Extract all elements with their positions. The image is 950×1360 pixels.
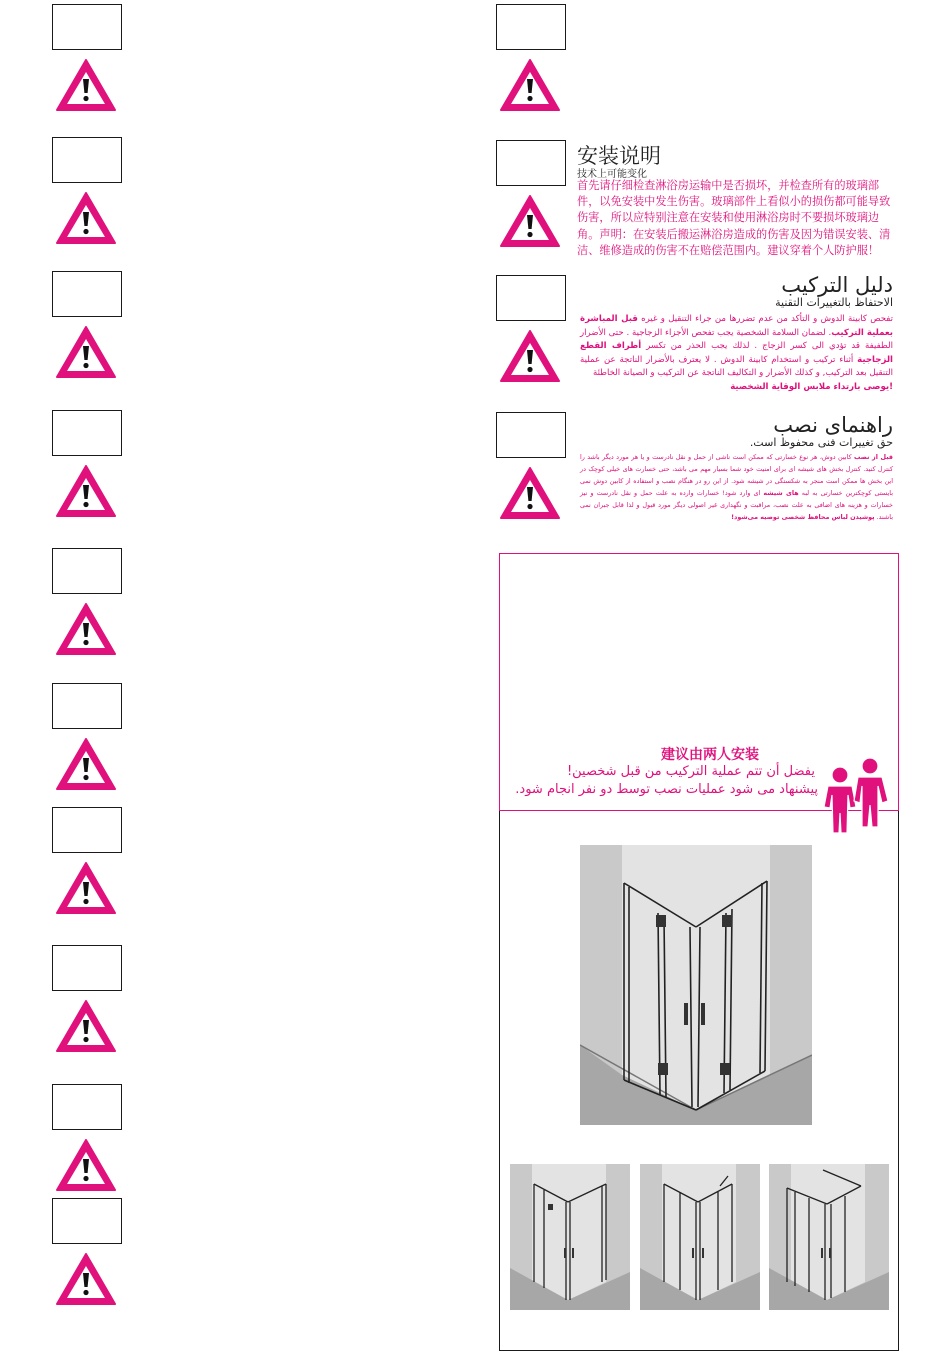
ar-subtitle: الاحتفاظ بالتغييرات التقنية [775,296,893,309]
right-language-box-4 [496,412,566,458]
left-language-box-5 [52,548,122,594]
left-language-box-2 [52,137,122,183]
two-person-zh: 建议由两人安装 [661,747,759,763]
shower-variant-thumbnail-1 [510,1164,630,1310]
left-language-box-7 [52,807,122,853]
warning-triangle-icon [54,1251,118,1307]
warning-triangle-icon [54,463,118,519]
fa-subtitle: حق تغییرات فنی محفوظ است. [749,436,893,449]
left-language-box-4 [52,410,122,456]
warning-triangle-icon [498,328,562,384]
warning-triangle-icon [54,324,118,380]
two-person-ar: يفضل أن تتم عملية التركيب من قبل شخصين! [566,764,815,779]
left-language-box-9 [52,1084,122,1130]
fa-body-a: قبل از نصب [853,453,893,461]
left-language-box-10 [52,1198,122,1244]
left-language-box-6 [52,683,122,729]
shower-variant-thumbnail-3 [769,1164,889,1310]
right-language-box-1 [496,4,566,50]
warning-triangle-icon [498,465,562,521]
right-language-box-3 [496,275,566,321]
warning-triangle-icon [54,860,118,916]
shower-enclosure-illustration [580,845,812,1125]
left-language-box-3 [52,271,122,317]
warning-triangle-icon [54,1137,118,1193]
zh-subtitle: 技术上可能变化 [577,169,647,180]
zh-body: 首先请仔细检查淋浴房运输中是否损坏，并检查所有的玻璃部件，以免安装中发生伤害。玻璃部件上看似小的损伤都可能导致伤害，所以应特别注意在安装和使用淋浴房时不要损坏玻璃边角。声明：在安装后搬运淋浴房造成的伤害及因为错误安装、清洁、维修造成的伤害不在赔偿范围内。建议穿着个人防护服！ [577,179,891,257]
warning-triangle-icon [498,57,562,113]
ar-body-e: أثناء تركيب و استخدام كابينة الدوش . لا يعترف بالأضرار الناتجة عن عملية التنقيل بعد التركيب, و كذلك الأضرار و التكاليف الناتجة عن التركيب و الصيانة الخاطئة [580,354,893,379]
warning-triangle-icon [498,193,562,249]
ar-body-a: تفحص كابينة الدوش و التأكد من عدم تضررها من جراء التنقيل و غيره [637,314,894,324]
fa-body-c: های شیشه [763,489,799,497]
fa-body-d: ای وارد شود! خسارات وارده به علت حمل و نقل نادرست و نیز خسارات و هزینه های اضافی به علت نصب، مراقبت و نگهداری غیر اصولی دیگر مورد قبول و لذا قابل جبران نمی باشند. [580,489,893,521]
fa-title: راهنمای نصب [773,413,893,437]
left-language-box-8 [52,945,122,991]
warning-triangle-icon [54,601,118,657]
left-language-box-1 [52,4,122,50]
ar-body-d: أطراف القطع الزجاجية [580,341,893,365]
warning-triangle-icon [54,998,118,1054]
zh-title: 安装说明 [577,144,661,168]
warning-triangle-icon [54,57,118,113]
ar-body-b: قبل المباشرة بعملية التركيب [580,314,893,338]
ar-title: دليل التركيب [781,273,893,297]
ar-body [580,313,893,395]
fa-body-b: کابین دوش، هر نوع خسارتی که ممکن است ناشی از حمل و نقل نادرست و یا هر مورد دیگر باشد را کنترل کنید. کنترل بخش های شیشه ای برای امنیت خود شما بسیار مهم می باشد، حتی خسارت های خیلی کوچک در این بخش ها ممکن است منجر به شکستگی در شیشه شود. از این رو در هنگام نصب و استفاده از کابین دوش نمی بایستی کوچکترین خسارتی به لبه [580,453,893,497]
fa-body [580,451,893,523]
ar-body-c: . لضمان السلامة الشخصية يجب تفحص الأجزاء الزجاجية . حتى الأضرار الطفيفة قد تؤدي الى كسر الزجاج . لذلك يجب الحذر من تكسر [580,327,893,352]
right-language-box-2 [496,140,566,186]
warning-triangle-icon [54,190,118,246]
two-person-fa: پیشنهاد می شود عملیات نصب توسط دو نفر انجام شود. [515,782,818,797]
warning-triangle-icon [54,736,118,792]
shower-variant-thumbnail-2 [640,1164,760,1310]
ar-body-f: !يوصى بارتداء ملابس الوقاية الشخصية [730,381,893,392]
fa-body-e: پوشیدن لباس محافظ شخصی توصیه می‌شود! [731,513,875,521]
